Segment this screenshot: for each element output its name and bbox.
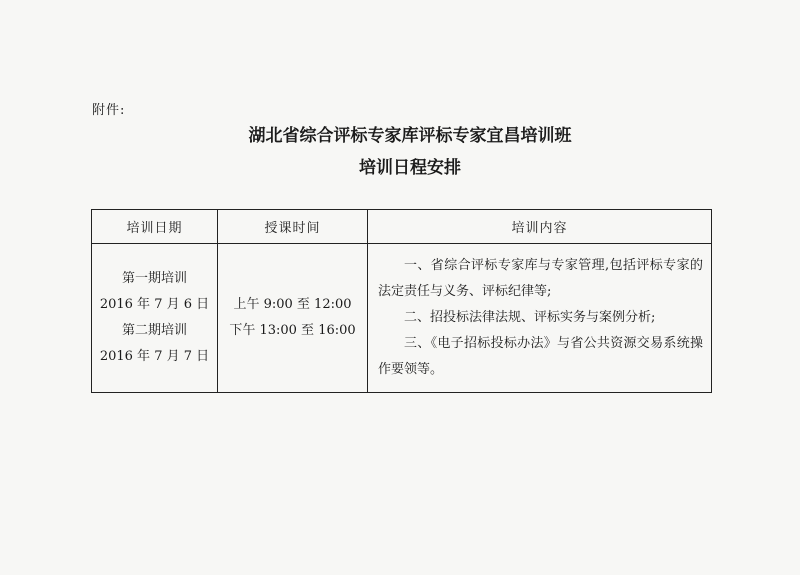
attachment-label: 附件: (92, 103, 126, 118)
document-subtitle: 培训日程安排 (359, 158, 461, 178)
afternoon-time: 下午 13:00 至 16:00 (229, 323, 356, 338)
header-training-date: 培训日期 (92, 210, 218, 244)
schedule-table (91, 209, 712, 393)
header-class-time: 授课时间 (218, 210, 368, 244)
table-header-row (92, 210, 712, 244)
morning-time: 上午 9:00 至 12:00 (233, 297, 352, 312)
session-two-date: 2016 年 7 月 7 日 (99, 349, 210, 364)
content-item-2: 二、招投标法律法规、评标实务与案例分析; (404, 310, 656, 325)
training-dates-cell (92, 244, 218, 393)
session-one-label: 第一期培训 (121, 271, 187, 286)
training-content-cell (368, 244, 712, 393)
class-times-cell (218, 244, 368, 393)
header-training-content: 培训内容 (368, 210, 712, 244)
document-title: 湖北省综合评标专家库评标专家宜昌培训班 (248, 126, 572, 146)
session-one-date: 2016 年 7 月 6 日 (99, 297, 210, 312)
table-row (92, 244, 712, 393)
session-two-label: 第二期培训 (121, 323, 187, 338)
content-item-3: 三、《电子招标投标办法》与省公共资源交易系统操作要领等。 (378, 336, 703, 377)
content-item-1: 一、省综合评标专家库与专家管理,包括评标专家的法定责任与义务、评标纪律等; (378, 258, 703, 299)
